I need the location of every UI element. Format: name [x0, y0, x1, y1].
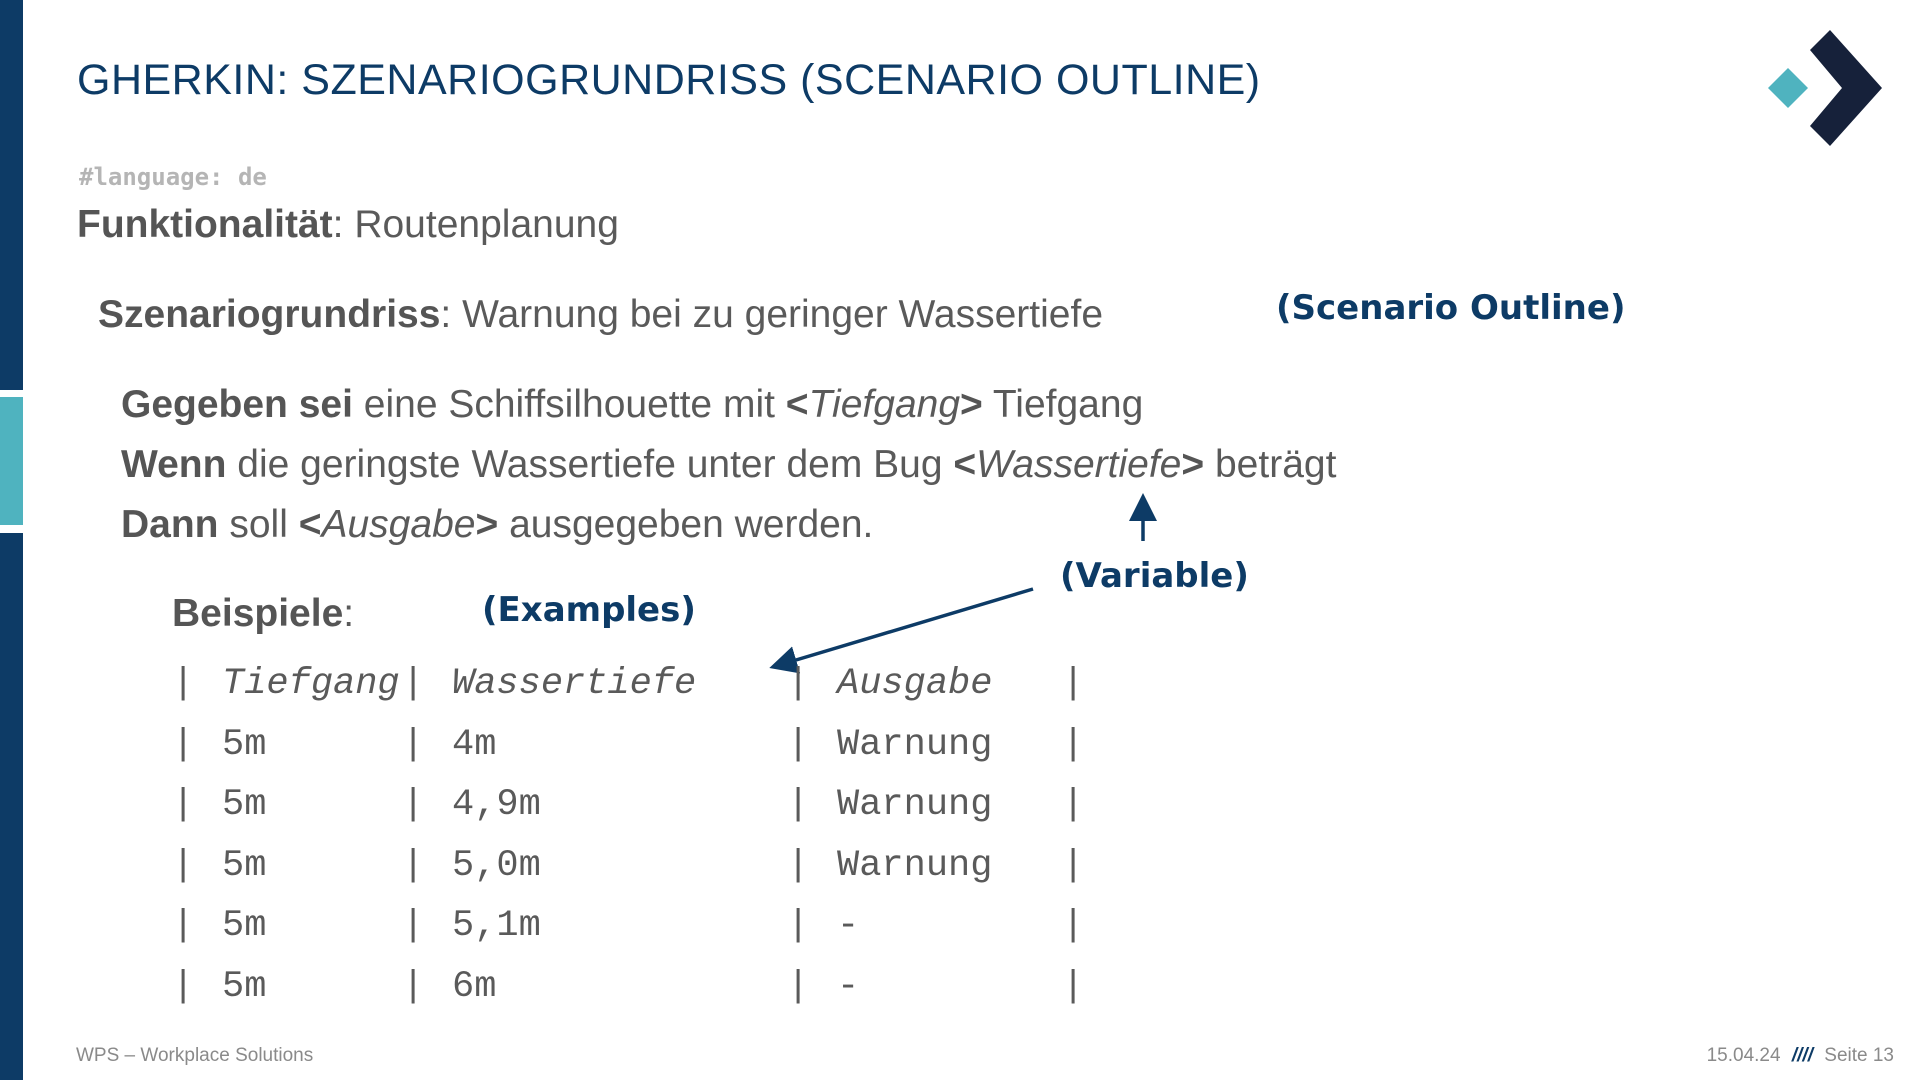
- when-gt: >: [1181, 443, 1205, 486]
- table-pipe: |: [787, 723, 810, 766]
- table-pipe: |: [787, 905, 810, 948]
- examples-table: [172, 654, 1112, 1017]
- footer-company: WPS – Workplace Solutions: [76, 1045, 314, 1066]
- table-pipe: |: [172, 723, 195, 766]
- when-keyword: Wenn: [121, 443, 227, 486]
- footer-page-info: [1707, 1045, 1894, 1067]
- table-cell: 6m: [452, 965, 497, 1008]
- outline-separator: :: [440, 293, 463, 336]
- table-cell: Warnung: [837, 784, 993, 827]
- header-cell: Wassertiefe: [452, 663, 697, 706]
- table-cell: 5m: [222, 784, 267, 827]
- table-cell: 4m: [452, 723, 497, 766]
- feature-text: Routenplanung: [354, 203, 619, 246]
- given-text: eine Schiffsilhouette mit: [352, 383, 786, 426]
- feature-keyword: Funktionalität: [77, 203, 333, 246]
- table-cell: 5,0m: [452, 844, 541, 887]
- table-pipe: |: [1062, 905, 1085, 948]
- table-row: [172, 775, 1112, 836]
- then-keyword: Dann: [121, 503, 219, 546]
- variable-annotation: (Variable): [1060, 556, 1249, 596]
- table-pipe: |: [402, 723, 425, 766]
- given-gt: >: [960, 383, 983, 426]
- table-row: [172, 896, 1112, 957]
- when-lt: <: [953, 443, 977, 486]
- given-lt: <: [785, 383, 809, 426]
- table-pipe: |: [172, 965, 195, 1008]
- table-cell: Warnung: [837, 844, 993, 887]
- table-pipe: |: [1062, 784, 1085, 827]
- header-cell: Tiefgang: [222, 663, 400, 706]
- examples-line: [172, 592, 354, 636]
- table-pipe: |: [1062, 723, 1085, 766]
- table-header-row: [172, 654, 1112, 715]
- header-cell: Ausgabe: [837, 663, 993, 706]
- table-pipe: |: [1062, 663, 1085, 706]
- feature-separator: :: [332, 203, 355, 246]
- when-text: die geringste Wassertiefe unter dem Bug: [226, 443, 954, 486]
- table-cell: 5m: [222, 965, 267, 1008]
- table-cell: -: [837, 905, 860, 948]
- table-row: [172, 715, 1112, 776]
- table-pipe: |: [172, 844, 195, 887]
- table-pipe: |: [402, 844, 425, 887]
- table-pipe: |: [402, 905, 425, 948]
- examples-separator: :: [343, 592, 355, 635]
- table-cell: 5,1m: [452, 905, 541, 948]
- when-variable: Wassertiefe: [976, 443, 1182, 486]
- language-directive: #language: de: [79, 163, 267, 191]
- table-cell: 4,9m: [452, 784, 541, 827]
- footer-separator: ////: [1791, 1045, 1813, 1066]
- examples-keyword: Beispiele: [172, 592, 344, 635]
- table-cell: 5m: [222, 723, 267, 766]
- given-post: Tiefgang: [982, 383, 1144, 426]
- footer-page-number: Seite 13: [1824, 1045, 1894, 1066]
- table-row: [172, 957, 1112, 1018]
- table-pipe: |: [787, 663, 810, 706]
- table-pipe: |: [172, 663, 195, 706]
- when-post: beträgt: [1204, 443, 1337, 486]
- table-pipe: |: [402, 965, 425, 1008]
- table-pipe: |: [1062, 965, 1085, 1008]
- outline-text: Warnung bei zu geringer Wassertiefe: [462, 293, 1104, 336]
- then-post: ausgegeben werden.: [498, 503, 874, 546]
- given-keyword: Gegeben sei: [121, 383, 353, 426]
- then-text: soll: [218, 503, 299, 546]
- table-pipe: |: [402, 663, 425, 706]
- table-pipe: |: [787, 965, 810, 1008]
- table-pipe: |: [787, 784, 810, 827]
- outline-keyword: Szenariogrundriss: [98, 293, 441, 336]
- slide-title: GHERKIN: SZENARIOGRUNDRISS (SCENARIO OUTLINE): [77, 56, 1261, 104]
- table-pipe: |: [1062, 844, 1085, 887]
- then-variable: Ausgabe: [321, 503, 476, 546]
- table-row: [172, 836, 1112, 897]
- examples-annotation: (Examples): [482, 590, 696, 630]
- scenario-outline-annotation: (Scenario Outline): [1276, 288, 1626, 328]
- given-variable: Tiefgang: [808, 383, 961, 426]
- table-cell: 5m: [222, 905, 267, 948]
- footer-date: 15.04.24: [1706, 1045, 1781, 1066]
- table-pipe: |: [787, 844, 810, 887]
- table-cell: -: [837, 965, 860, 1008]
- then-lt: <: [298, 503, 322, 546]
- table-pipe: |: [172, 784, 195, 827]
- table-cell: 5m: [222, 844, 267, 887]
- table-cell: Warnung: [837, 723, 993, 766]
- then-gt: >: [475, 503, 499, 546]
- table-pipe: |: [402, 784, 425, 827]
- table-pipe: |: [172, 905, 195, 948]
